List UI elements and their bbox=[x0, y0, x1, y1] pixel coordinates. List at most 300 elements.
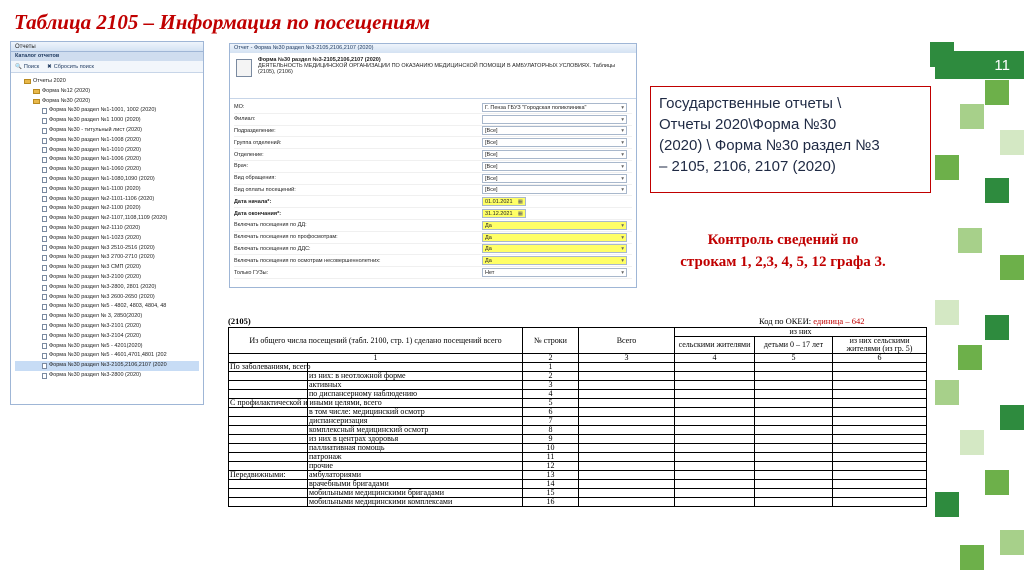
table-cell: 8 bbox=[523, 426, 579, 435]
table-cell bbox=[229, 444, 308, 453]
decor-square bbox=[1000, 405, 1024, 430]
column-number: 5 bbox=[755, 354, 833, 363]
tree-item[interactable] bbox=[15, 253, 199, 263]
table-cell bbox=[579, 417, 675, 426]
decor-square bbox=[930, 42, 954, 67]
field-label: Включать посещения по ДД: bbox=[234, 222, 307, 229]
chevron-down-icon[interactable]: ▾ bbox=[621, 140, 624, 147]
header-cell: Всего bbox=[579, 328, 675, 354]
table-cell bbox=[755, 435, 833, 444]
form-header bbox=[230, 53, 636, 99]
table-cell bbox=[755, 444, 833, 453]
tree-item[interactable] bbox=[15, 97, 199, 107]
table-cell bbox=[755, 408, 833, 417]
table-cell bbox=[579, 381, 675, 390]
okei-label: Код по ОКЕИ: bbox=[759, 316, 812, 326]
table-cell: мобильными медицинскими комплексами bbox=[308, 498, 523, 507]
tree-item[interactable] bbox=[15, 204, 199, 214]
table-code: (2105) bbox=[228, 316, 251, 326]
decor-square bbox=[1000, 530, 1024, 555]
select-field[interactable] bbox=[482, 268, 627, 277]
form-row bbox=[234, 220, 632, 232]
tree-item[interactable] bbox=[15, 155, 199, 165]
select-field[interactable] bbox=[482, 221, 627, 230]
chevron-down-icon[interactable]: ▾ bbox=[621, 222, 624, 229]
table-cell bbox=[579, 471, 675, 480]
table-cell bbox=[579, 435, 675, 444]
decor-square bbox=[935, 380, 959, 405]
table-cell: по диспансерному наблюдению bbox=[308, 390, 523, 399]
table-cell bbox=[675, 426, 755, 435]
header-cell: из них bbox=[675, 328, 927, 337]
table-cell: 14 bbox=[523, 480, 579, 489]
tree-item[interactable] bbox=[15, 195, 199, 205]
document-icon bbox=[42, 157, 47, 163]
table-cell bbox=[229, 426, 308, 435]
document-icon bbox=[42, 255, 47, 261]
field-value: [Все] bbox=[485, 187, 498, 194]
tree-item-label: Форма №30 раздел №5 - 4201(2020) bbox=[49, 342, 143, 349]
table-cell bbox=[833, 462, 927, 471]
tree-item-label: Форма №30 раздел №1-1006 (2020) bbox=[49, 156, 141, 163]
table-cell bbox=[833, 480, 927, 489]
document-icon bbox=[42, 373, 47, 379]
folder-icon bbox=[33, 99, 40, 104]
table-cell bbox=[229, 489, 308, 498]
document-icon bbox=[42, 167, 47, 173]
table-cell: патронаж bbox=[308, 453, 523, 462]
tree-items bbox=[11, 73, 203, 385]
tree-item-label: Форма №30 раздел №1-1023 (2020) bbox=[49, 234, 141, 241]
document-icon bbox=[42, 138, 47, 144]
field-value: [Все] bbox=[485, 152, 498, 159]
decor-square bbox=[958, 228, 982, 253]
form-row bbox=[234, 137, 632, 149]
tree-item[interactable] bbox=[15, 185, 199, 195]
decor-square bbox=[985, 178, 1009, 203]
table-cell bbox=[755, 453, 833, 462]
column-number: 2 bbox=[523, 354, 579, 363]
chevron-down-icon[interactable]: ▾ bbox=[621, 152, 624, 159]
tree-item[interactable] bbox=[15, 273, 199, 283]
form-fields bbox=[230, 99, 636, 282]
field-label: Включать посещения по осмотрам несовершеннолетних: bbox=[234, 257, 381, 264]
table-cell: 5 bbox=[523, 399, 579, 408]
path-line: Отчеты 2020\Форма №30 bbox=[659, 116, 837, 133]
table-cell: паллиативная помощь bbox=[308, 444, 523, 453]
table-cell: 4 bbox=[523, 390, 579, 399]
table-cell: 1 bbox=[523, 363, 579, 372]
select-field[interactable] bbox=[482, 150, 627, 159]
decor-square bbox=[960, 545, 984, 570]
table-cell: из них в центрах здоровья bbox=[308, 435, 523, 444]
decor-square bbox=[985, 80, 1009, 105]
field-value: Да bbox=[485, 258, 492, 265]
tree-item[interactable] bbox=[15, 234, 199, 244]
decor-square bbox=[985, 315, 1009, 340]
table-cell bbox=[229, 480, 308, 489]
table-cell bbox=[833, 408, 927, 417]
field-label: Только ГУЗы: bbox=[234, 269, 269, 276]
decor-square bbox=[1000, 130, 1024, 155]
table-cell: 9 bbox=[523, 435, 579, 444]
form-row bbox=[234, 126, 632, 138]
tree-item[interactable] bbox=[15, 293, 199, 303]
control-note-line: строкам 1, 2,3, 4, 5, 12 графа 3. bbox=[680, 254, 886, 270]
form-row bbox=[234, 185, 632, 197]
tree-item[interactable] bbox=[15, 126, 199, 136]
document-icon bbox=[42, 353, 47, 359]
table-cell bbox=[675, 480, 755, 489]
table-cell bbox=[229, 498, 308, 507]
field-label: Подразделение: bbox=[234, 127, 276, 134]
document-icon bbox=[42, 196, 47, 202]
tree-item[interactable] bbox=[15, 146, 199, 156]
chevron-down-icon[interactable]: ▾ bbox=[621, 187, 624, 194]
chevron-down-icon[interactable]: ▾ bbox=[621, 104, 624, 111]
tree-item[interactable] bbox=[15, 332, 199, 342]
table-cell bbox=[579, 408, 675, 417]
table-cell bbox=[229, 381, 308, 390]
folder-icon bbox=[24, 79, 31, 84]
chevron-down-icon[interactable]: ▾ bbox=[621, 163, 624, 170]
form-row bbox=[234, 232, 632, 244]
table-cell bbox=[755, 399, 833, 408]
table-cell: 6 bbox=[523, 408, 579, 417]
table-cell: из них: в неотложной форме bbox=[308, 372, 523, 381]
document-icon bbox=[42, 187, 47, 193]
document-icon bbox=[42, 236, 47, 242]
search-button[interactable] bbox=[15, 63, 39, 70]
tree-item[interactable] bbox=[15, 322, 199, 332]
form-row bbox=[234, 173, 632, 185]
select-field[interactable] bbox=[482, 185, 627, 194]
table-cell bbox=[755, 363, 833, 372]
tree-item[interactable] bbox=[15, 361, 199, 371]
table-cell: 12 bbox=[523, 462, 579, 471]
tree-item-label: Форма №30 раздел №2-1107,1108,1109 (2020) bbox=[49, 215, 168, 222]
field-label: МО: bbox=[234, 104, 245, 111]
table-cell: 13 bbox=[523, 471, 579, 480]
document-icon bbox=[42, 206, 47, 212]
form-row bbox=[234, 149, 632, 161]
tree-item[interactable] bbox=[15, 244, 199, 254]
tree-item[interactable] bbox=[15, 116, 199, 126]
select-field[interactable] bbox=[482, 162, 627, 171]
table-cell bbox=[229, 417, 308, 426]
chevron-down-icon[interactable]: ▾ bbox=[621, 116, 624, 123]
tree-item-label: Форма №30 раздел №3 СМП (2020) bbox=[49, 264, 141, 271]
table-cell: 7 bbox=[523, 417, 579, 426]
date-field[interactable] bbox=[482, 197, 526, 206]
tree-item[interactable] bbox=[15, 175, 199, 185]
table-cell bbox=[675, 381, 755, 390]
select-field[interactable] bbox=[482, 244, 627, 253]
table-cell bbox=[579, 426, 675, 435]
table-cell bbox=[755, 462, 833, 471]
table-row bbox=[229, 498, 927, 507]
tree-item-label: Форма №30 раздел №1-1010 (2020) bbox=[49, 146, 141, 153]
tree-item[interactable] bbox=[15, 106, 199, 116]
table-cell bbox=[833, 489, 927, 498]
table-cell bbox=[833, 390, 927, 399]
document-icon bbox=[42, 147, 47, 153]
table-cell: 2 bbox=[523, 372, 579, 381]
form-heading: Форма №30 раздел №3-2105,2106,2107 (2020) bbox=[258, 57, 381, 63]
tree-item-label: Форма №30 раздел №3 2600-2650 (2020) bbox=[49, 293, 155, 300]
table-cell bbox=[229, 453, 308, 462]
field-label: Включать посещения по ДДС: bbox=[234, 245, 311, 252]
tree-item[interactable] bbox=[15, 312, 199, 322]
decor-square bbox=[960, 430, 984, 455]
table-cell: мобильными медицинскими бригадами bbox=[308, 489, 523, 498]
table-cell bbox=[755, 498, 833, 507]
table-cell bbox=[675, 489, 755, 498]
tree-item[interactable] bbox=[15, 302, 199, 312]
select-field[interactable] bbox=[482, 138, 627, 147]
table-cell bbox=[675, 363, 755, 372]
header-cell: Из общего числа посещений (табл. 2100, стр. 1) сделано посещений всего bbox=[229, 328, 523, 354]
table-cell bbox=[675, 498, 755, 507]
table-cell: амбулаториями bbox=[308, 471, 523, 480]
document-icon bbox=[42, 285, 47, 291]
select-field[interactable] bbox=[482, 115, 627, 124]
select-field[interactable] bbox=[482, 103, 627, 112]
field-label: Вид оплаты посещений: bbox=[234, 186, 296, 193]
control-note bbox=[645, 229, 921, 273]
chevron-down-icon[interactable]: ▾ bbox=[621, 128, 624, 135]
form-window-title: Отчет - Форма №30 раздел №3-2105,2106,2107 (2020) bbox=[230, 44, 636, 53]
calendar-icon[interactable]: ▦ bbox=[517, 199, 523, 206]
table-cell bbox=[579, 453, 675, 462]
column-number: 1 bbox=[229, 354, 523, 363]
table-cell bbox=[833, 435, 927, 444]
field-value: 01.01.2021 bbox=[485, 199, 513, 206]
field-label: Врач: bbox=[234, 163, 249, 170]
form-row bbox=[234, 244, 632, 256]
path-line: Государственные отчеты \ bbox=[659, 95, 842, 112]
report-tree-panel bbox=[10, 41, 204, 405]
path-line: – 2105, 2106, 2107 (2020) bbox=[659, 158, 836, 175]
column-number: 3 bbox=[579, 354, 675, 363]
table-cell bbox=[755, 372, 833, 381]
table-cell bbox=[579, 480, 675, 489]
table-cell: диспансеризация bbox=[308, 417, 523, 426]
tree-item[interactable] bbox=[15, 77, 199, 87]
tree-item-label: Форма №30 раздел №1-1008 (2020) bbox=[49, 136, 141, 143]
tree-item-label: Форма №30 раздел №1-1001, 1002 (2020) bbox=[49, 107, 157, 114]
chevron-down-icon[interactable]: ▾ bbox=[621, 270, 624, 277]
document-icon bbox=[42, 294, 47, 300]
tree-item[interactable] bbox=[15, 224, 199, 234]
tree-item-label: Форма №30 раздел №3-2100 (2020) bbox=[49, 273, 141, 280]
tree-item-label: Форма №30 (2020) bbox=[42, 97, 91, 104]
tree-item[interactable] bbox=[15, 165, 199, 175]
table-cell bbox=[833, 471, 927, 480]
table-cell bbox=[675, 417, 755, 426]
report-form-window bbox=[229, 43, 637, 288]
document-icon bbox=[42, 314, 47, 320]
table-cell bbox=[579, 462, 675, 471]
chevron-down-icon[interactable]: ▾ bbox=[621, 246, 624, 253]
tree-item-label: Форма №30 раздел №1-1060 (2020) bbox=[49, 166, 141, 173]
tree-item-label: Форма №30 раздел №3-2800 (2020) bbox=[49, 371, 141, 378]
tree-item-label: Отчеты 2020 bbox=[33, 78, 66, 84]
table-cell bbox=[675, 453, 755, 462]
decor-square bbox=[985, 470, 1009, 495]
tree-item[interactable] bbox=[15, 136, 199, 146]
table-cell: 11 bbox=[523, 453, 579, 462]
reset-icon: ✖ bbox=[47, 63, 52, 70]
field-value: Да bbox=[485, 246, 492, 253]
tree-item-label: Форма №30 раздел №1-1080,1090 (2020) bbox=[49, 175, 155, 182]
table-cell bbox=[675, 399, 755, 408]
header-cell: № строки bbox=[523, 328, 579, 354]
document-icon bbox=[42, 245, 47, 251]
tree-item-label: Форма №30 раздел №3-2800, 2801 (2020) bbox=[49, 283, 157, 290]
tree-catalog-title: Каталог отчетов bbox=[11, 52, 203, 61]
decor-square bbox=[935, 492, 959, 517]
document-icon bbox=[42, 334, 47, 340]
slide-title: Таблица 2105 – Информация по посещениям bbox=[14, 10, 431, 34]
decor-square bbox=[1000, 255, 1024, 280]
table-cell bbox=[755, 471, 833, 480]
tree-item-label: Форма №30 раздел №2-1100 (2020) bbox=[49, 205, 141, 212]
tree-item-label: Форма №30 - титульный лист (2020) bbox=[49, 126, 143, 133]
table-cell bbox=[755, 390, 833, 399]
table-cell bbox=[833, 444, 927, 453]
select-field[interactable] bbox=[482, 233, 627, 242]
table-cell bbox=[675, 471, 755, 480]
form-row bbox=[234, 161, 632, 173]
field-value: [Все] bbox=[485, 128, 498, 135]
header-cell: из них сельскими жителями (из гр. 5) bbox=[833, 337, 927, 354]
form-row bbox=[234, 196, 632, 208]
tree-toolbar bbox=[11, 61, 203, 73]
table-cell bbox=[579, 444, 675, 453]
field-label: Группа отделений: bbox=[234, 139, 282, 146]
field-label: Включать посещения по профосмотрам: bbox=[234, 234, 338, 241]
document-icon bbox=[42, 216, 47, 222]
chevron-down-icon[interactable]: ▾ bbox=[621, 175, 624, 182]
reset-search-button[interactable] bbox=[47, 63, 94, 70]
calendar-icon[interactable]: ▦ bbox=[517, 211, 523, 218]
header-cell: детьми 0 – 17 лет bbox=[755, 337, 833, 354]
form-row bbox=[234, 208, 632, 220]
decor-square bbox=[935, 155, 959, 180]
form-row bbox=[234, 102, 632, 114]
document-icon bbox=[42, 324, 47, 330]
field-value: 31.12.2021 bbox=[485, 211, 513, 218]
tree-item-label: Форма №30 раздел №3-2105,2106,2107 (2020 bbox=[49, 362, 167, 369]
form-description: ДЕЯТЕЛЬНОСТЬ МЕДИЦИНСКОЙ ОРГАНИЗАЦИИ ПО ОКАЗАНИЮ МЕДИЦИНСКОЙ ПОМОЩИ В АМБУЛАТОРНЫХ УСЛОВИЯХ. Таблицы (2105), (2106) bbox=[258, 63, 616, 75]
table-cell: 16 bbox=[523, 498, 579, 507]
control-note-line: Контроль сведений по bbox=[707, 232, 859, 248]
table-cell: 15 bbox=[523, 489, 579, 498]
chevron-down-icon[interactable]: ▾ bbox=[621, 258, 624, 265]
tree-item[interactable] bbox=[15, 371, 199, 381]
table-cell bbox=[833, 381, 927, 390]
table-cell bbox=[579, 498, 675, 507]
table-cell bbox=[675, 444, 755, 453]
tree-item-label: Форма №30 раздел №1-1100 (2020) bbox=[49, 185, 141, 192]
table-cell: По заболеваниям, всего bbox=[230, 362, 311, 371]
table-cell bbox=[675, 435, 755, 444]
document-icon bbox=[42, 275, 47, 281]
column-number: 6 bbox=[833, 354, 927, 363]
table-cell bbox=[833, 399, 927, 408]
document-icon bbox=[42, 343, 47, 349]
search-button-label: Поиск bbox=[23, 63, 40, 70]
document-icon bbox=[42, 128, 47, 134]
decor-square bbox=[935, 300, 959, 325]
table-cell: комплексный медицинский осмотр bbox=[308, 426, 523, 435]
table-row bbox=[229, 453, 927, 462]
field-label: Вид обращения: bbox=[234, 175, 276, 182]
table-cell bbox=[833, 417, 927, 426]
field-value: Нет bbox=[485, 270, 495, 277]
path-line: (2020) \ Форма №30 раздел №3 bbox=[659, 137, 880, 154]
tree-item-label: Форма №30 раздел №5 - 4601,4701,4801 (202 bbox=[49, 352, 167, 359]
tree-item[interactable] bbox=[15, 263, 199, 273]
date-field[interactable] bbox=[482, 209, 526, 218]
table-cell bbox=[675, 372, 755, 381]
header-cell: сельскими жителями bbox=[675, 337, 755, 354]
tree-item[interactable] bbox=[15, 283, 199, 293]
field-value: Да bbox=[485, 234, 492, 241]
page-number: 11 bbox=[935, 51, 1024, 79]
select-field[interactable] bbox=[482, 256, 627, 265]
column-number: 4 bbox=[675, 354, 755, 363]
document-icon bbox=[42, 177, 47, 183]
table-cell: Передвижными: bbox=[229, 471, 308, 480]
table-cell bbox=[579, 489, 675, 498]
tree-item-label: Форма №30 раздел №3 2510-2516 (2020) bbox=[49, 244, 155, 251]
tree-item[interactable] bbox=[15, 87, 199, 97]
tree-item-label: Форма №30 раздел № 3, 2850(2020) bbox=[49, 313, 143, 320]
table-cell bbox=[833, 426, 927, 435]
table-cell bbox=[675, 408, 755, 417]
field-label: Дата окончания*: bbox=[234, 210, 282, 217]
tree-item-label: Форма №30 раздел №3-2104 (2020) bbox=[49, 332, 141, 339]
tree-item[interactable] bbox=[15, 214, 199, 224]
document-icon bbox=[42, 304, 47, 310]
table-cell: 10 bbox=[523, 444, 579, 453]
field-value: [Все] bbox=[485, 175, 498, 182]
tree-item-label: Форма №30 раздел №3 2700-2710 (2020) bbox=[49, 254, 155, 261]
document-icon bbox=[42, 108, 47, 114]
table-cell bbox=[755, 417, 833, 426]
chevron-down-icon[interactable]: ▾ bbox=[621, 234, 624, 241]
table-cell bbox=[675, 462, 755, 471]
field-label: Дата начала*: bbox=[234, 198, 272, 205]
field-label: Филиал: bbox=[234, 116, 256, 123]
tree-item[interactable] bbox=[15, 351, 199, 361]
okei-code bbox=[759, 316, 864, 326]
report-icon bbox=[236, 59, 252, 77]
field-value: [Все] bbox=[485, 140, 498, 147]
select-field[interactable] bbox=[482, 174, 627, 183]
tree-item[interactable] bbox=[15, 342, 199, 352]
table-cell bbox=[833, 363, 927, 372]
form-row bbox=[234, 114, 632, 126]
table-cell bbox=[229, 408, 308, 417]
select-field[interactable] bbox=[482, 126, 627, 135]
table-cell bbox=[579, 399, 675, 408]
search-icon: 🔍 bbox=[15, 63, 22, 70]
field-label: Отделение: bbox=[234, 151, 264, 158]
folder-icon bbox=[33, 89, 40, 94]
